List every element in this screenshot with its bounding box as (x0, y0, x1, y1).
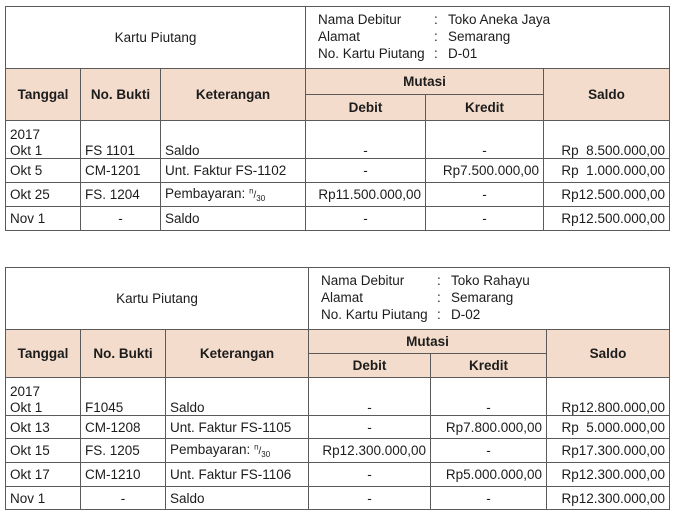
saldo-cell: Rp 8.500.000,00 (544, 121, 670, 159)
keterangan-cell: Saldo (161, 121, 306, 159)
tanggal-value: Okt 1 (10, 143, 43, 158)
keterangan-cell: Unt. Faktur FS-1105 (166, 416, 309, 439)
kredit-cell: - (426, 183, 544, 207)
debtor-info (309, 268, 670, 330)
saldo-cell: Rp12.300.000,00 (547, 463, 670, 487)
header-kredit: Kredit (426, 95, 544, 121)
nama-debitur-value: Toko Aneka Jaya (448, 12, 551, 27)
terms-fraction: $^n/_{30}$ (254, 442, 271, 459)
kredit-cell: - (426, 207, 544, 231)
header-mutasi: Mutasi (309, 330, 547, 354)
table-row (6, 207, 670, 231)
no-bukti-cell: FS. 1205 (81, 439, 166, 463)
kredit-cell: - (431, 439, 547, 463)
kredit-cell: Rp5.000.000,00 (431, 463, 547, 487)
no-kartu-value: D-01 (448, 46, 478, 61)
debit-cell: Rp11.500.000,00 (306, 183, 426, 207)
header-kredit: Kredit (431, 354, 547, 378)
header-saldo: Saldo (544, 69, 670, 121)
card-title: Kartu Piutang (6, 268, 309, 330)
tanggal-cell: Okt 25 (6, 183, 81, 207)
no-bukti-cell: - (81, 207, 161, 231)
header-no-bukti: No. Bukti (81, 330, 166, 378)
separator: : (437, 307, 441, 322)
saldo-cell: Rp 5.000.000,00 (547, 416, 670, 439)
alamat-label: Alamat (318, 29, 361, 44)
no-kartu-label: No. Kartu Piutang (321, 307, 428, 322)
header-debit: Debit (306, 95, 426, 121)
debit-cell: - (309, 378, 431, 416)
header-keterangan: Keterangan (166, 330, 309, 378)
saldo-cell: Rp12.800.000,00 (547, 378, 670, 416)
table-row (6, 487, 670, 510)
kredit-cell: Rp7.500.000,00 (426, 159, 544, 183)
terms-fraction: $^n/_{30}$ (249, 186, 266, 203)
header-debit: Debit (309, 354, 431, 378)
year-label: 2017 (10, 127, 41, 142)
kartu-piutang-card-1 (5, 6, 669, 231)
separator: : (437, 273, 441, 288)
kredit-cell: Rp7.800.000,00 (431, 416, 547, 439)
alamat-label: Alamat (321, 290, 364, 305)
keterangan-text: Pembayaran: (165, 186, 246, 201)
saldo-cell: Rp12.300.000,00 (547, 487, 670, 510)
ledger-table (5, 6, 670, 231)
keterangan-cell: Saldo (161, 207, 306, 231)
no-bukti-cell: CM-1208 (81, 416, 166, 439)
tanggal-cell: Nov 1 (6, 487, 81, 510)
tanggal-cell: Okt 15 (6, 439, 81, 463)
tanggal-value: Okt 1 (10, 400, 43, 415)
keterangan-text: Pembayaran: (170, 442, 251, 457)
debit-cell: Rp12.300.000,00 (309, 439, 431, 463)
tanggal-cell: Okt 5 (6, 159, 81, 183)
header-no-bukti: No. Bukti (81, 69, 161, 121)
separator: : (434, 12, 438, 27)
table-row (6, 378, 670, 416)
year-label: 2017 (10, 384, 41, 399)
no-bukti-cell: FS 1101 (81, 121, 161, 159)
frac-denominator: 30 (261, 450, 271, 459)
alamat-value: Semarang (448, 29, 511, 44)
table-row (6, 463, 670, 487)
header-keterangan: Keterangan (161, 69, 306, 121)
debit-cell: - (306, 159, 426, 183)
frac-numerator: n (249, 186, 254, 196)
debtor-info (306, 7, 670, 69)
saldo-cell: Rp17.300.000,00 (547, 439, 670, 463)
no-bukti-cell: F1045 (81, 378, 166, 416)
tanggal-cell: Okt 17 (6, 463, 81, 487)
header-saldo: Saldo (547, 330, 670, 378)
card-title: Kartu Piutang (6, 7, 306, 69)
header-tanggal: Tanggal (6, 330, 81, 378)
tanggal-cell (6, 378, 81, 416)
nama-label: Nama Debitur (318, 12, 402, 27)
nama-label: Nama Debitur (321, 273, 405, 288)
saldo-cell: Rp12.500.000,00 (544, 207, 670, 231)
kredit-cell: - (426, 121, 544, 159)
keterangan-cell (161, 183, 306, 207)
debit-cell: - (306, 121, 426, 159)
no-kartu-value: D-02 (451, 307, 481, 322)
no-bukti-cell: FS. 1204 (81, 183, 161, 207)
keterangan-cell: Saldo (166, 378, 309, 416)
frac-numerator: n (254, 442, 259, 452)
table-row (6, 439, 670, 463)
separator: : (434, 46, 438, 61)
ledger-table (5, 267, 670, 510)
keterangan-cell: Saldo (166, 487, 309, 510)
tanggal-cell (6, 121, 81, 159)
kredit-cell: - (431, 487, 547, 510)
tanggal-cell: Okt 13 (6, 416, 81, 439)
saldo-cell: Rp12.500.000,00 (544, 183, 670, 207)
separator: : (437, 290, 441, 305)
table-row (6, 183, 670, 207)
alamat-value: Semarang (451, 290, 514, 305)
table-row (6, 121, 670, 159)
header-mutasi: Mutasi (306, 69, 544, 95)
no-bukti-cell: CM-1201 (81, 159, 161, 183)
header-tanggal: Tanggal (6, 69, 81, 121)
saldo-cell: Rp 1.000.000,00 (544, 159, 670, 183)
tanggal-cell: Nov 1 (6, 207, 81, 231)
kredit-cell: - (431, 378, 547, 416)
table-row (6, 159, 670, 183)
keterangan-cell (166, 439, 309, 463)
kartu-piutang-card-2 (5, 267, 669, 510)
separator: : (434, 29, 438, 44)
no-kartu-label: No. Kartu Piutang (318, 46, 425, 61)
frac-denominator: 30 (256, 194, 266, 203)
debit-cell: - (309, 487, 431, 510)
debit-cell: - (306, 207, 426, 231)
no-bukti-cell: - (81, 487, 166, 510)
debit-cell: - (309, 463, 431, 487)
nama-debitur-value: Toko Rahayu (451, 273, 530, 288)
keterangan-cell: Unt. Faktur FS-1106 (166, 463, 309, 487)
keterangan-cell: Unt. Faktur FS-1102 (161, 159, 306, 183)
no-bukti-cell: CM-1210 (81, 463, 166, 487)
table-row (6, 416, 670, 439)
debit-cell: - (309, 416, 431, 439)
